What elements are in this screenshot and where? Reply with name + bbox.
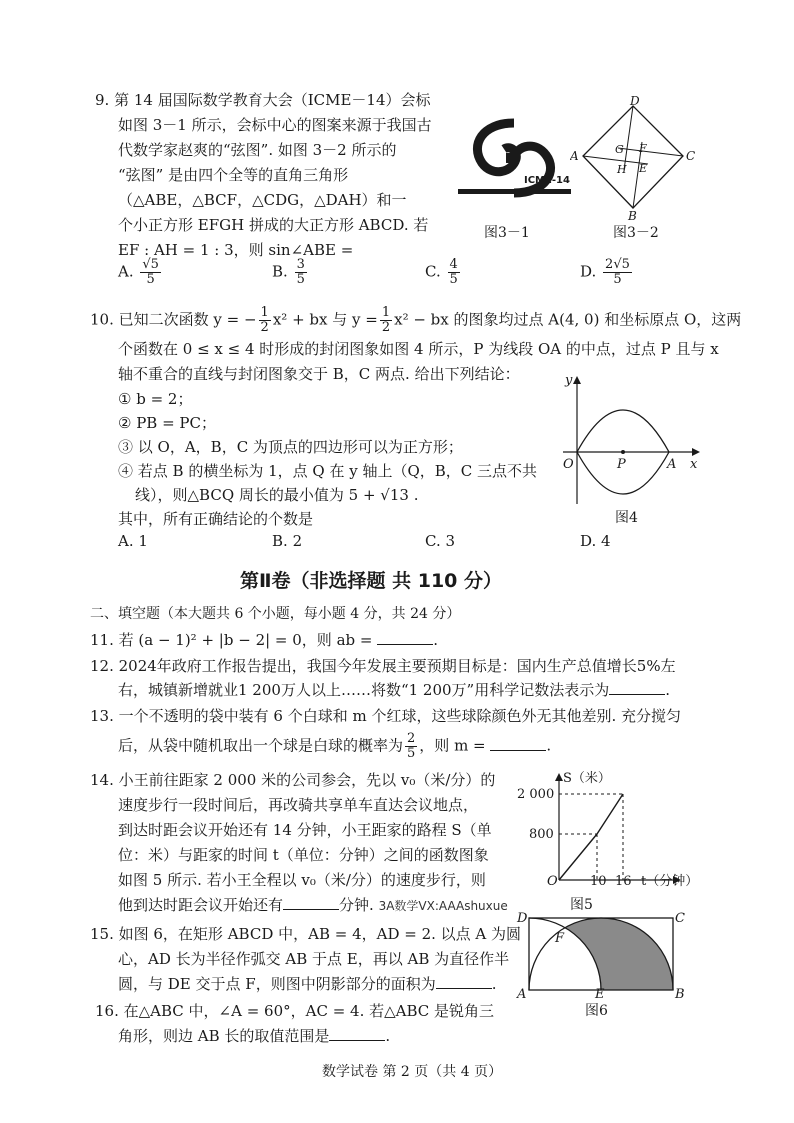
part2-title: 第Ⅱ卷（非选择题 共 110 分） [240,570,503,592]
q9-line: EF : AH = 1 : 3，则 sin∠ABE = [118,241,354,259]
q10-conclusion: ① b = 2； [118,390,193,408]
tick-800: 800 [529,827,554,842]
tick-16: 16 [615,874,632,888]
origin-label: O [547,874,558,888]
watermark: 3A数学VX:AAAshuxue [378,899,508,913]
t-axis-label: t（分钟） [641,874,699,888]
s-axis-label: S（米） [563,771,611,786]
q9-option-c: C. $\frac{4}{5}$ [425,257,458,287]
q12-line2: 右，城镇新增就业1 200万人以上……将数“1 200万”用科学记数法表示为 . [118,681,671,699]
rectangle-arc-figure [515,908,695,1000]
q9-option-d: D. $\frac{2√5}{5}$ [580,257,630,287]
label-D: D [630,96,640,108]
q13-line1: 13. 一个不透明的袋中装有 6 个白球和 m 个红球，这些球除颜色外无其他差别. 充分搅匀 [90,707,682,725]
parabola-figure [555,372,705,512]
q14-line: 位：米）与距家的时间 t（单位：分钟）之间的函数图象 [118,846,489,864]
q14-line: 如图 5 所示. 若小王全程以 v₀（米/分）的速度步行，则 [118,871,486,889]
logo-text: ICME-14 [524,175,570,186]
q10-line2: 个函数在 0 ≤ x ≤ 4 时形成的封闭图象如图 4 所示，P 为线段 OA 的中点，过点 P 且与 x [118,340,719,358]
answer-blank[interactable] [436,974,492,989]
q10-question: 其中，所有正确结论的个数是 [118,510,314,528]
q10-line1: 10. 已知二次函数 y = − $\frac{1}{2}$ x² + bx 与 y = $\frac{1}{2}$ x² − bx 的图象均过点 A(4, 0) 和坐标原点 O，这两 [90,305,742,335]
label-F: F [555,931,565,946]
label-B: B [628,209,637,223]
answer-blank[interactable] [283,895,339,910]
label-E: E [639,162,648,175]
label-C: C [675,911,685,926]
tick-2000: 2 000 [517,787,555,802]
fill-in-section-header: 二、填空题（本大题共 6 个小题，每小题 4 分，共 24 分） [90,606,461,622]
zhao-shuang-figure [570,96,700,226]
x-axis-label: x [690,457,698,472]
q12-line1: 12. 2024年政府工作报告提出，我国今年发展主要预期目标是：国内生产总值增长5%左 [90,657,676,675]
answer-blank[interactable] [329,1026,385,1041]
q9-line: “弦图” 是由四个全等的直角三角形 [118,166,349,184]
point-p-label: P [617,457,626,472]
y-axis-label: y [565,373,573,388]
question-11: 11. 若 (a − 1)² + |b − 2| = 0，则 ab = . [90,631,439,649]
q16-line1: 16. 在△ABC 中，∠A = 60°，AC = 4. 若△ABC 是锐角三 [95,1002,495,1020]
q15-line: 心，AD 长为半径作弧交 AB 于点 E，再以 AB 为直径作半 [118,950,510,968]
label-D: D [517,911,528,926]
q10-conclusion: ③ 以 O，A，B，C 为顶点的四边形可以为正方形； [118,438,463,456]
q14-line-last: 他到达时距会议开始还有 分钟. 3A数学VX:AAAshuxue [118,896,508,914]
q9-line: 如图 3－1 所示，会标中心的图案来源于我国古 [118,116,432,134]
q15-line-last: 圆，与 DE 交于点 F，则图中阴影部分的面积为 . [118,975,497,993]
page-footer: 数学试卷 第 2 页（共 4 页） [322,1064,503,1080]
distance-time-graph [515,768,715,888]
q10-option-a: A. 1 [118,532,148,550]
q9-line: 个小正方形 EFGH 拼成的大正方形 ABCD. 若 [118,216,429,234]
label-G: G [615,143,624,156]
label-F: F [639,142,647,155]
label-A: A [570,149,579,163]
q10-option-c: C. 3 [425,532,456,550]
q10-conclusion: ④ 若点 B 的横坐标为 1，点 Q 在 y 轴上（Q，B，C 三点不共 [118,462,538,480]
label-A: A [517,987,527,1000]
label-B: B [675,987,685,1000]
q9-option-b: B. $\frac{3}{5}$ [272,257,305,287]
q16-line2: 角形，则边 AB 长的取值范围是 . [118,1027,391,1045]
label-H: H [617,163,627,176]
q9-line: 9. 第 14 届国际数学教育大会（ICME－14）会标 [95,91,431,109]
figure-6-caption: 图6 [585,1003,608,1019]
figure-4-caption: 图4 [615,510,638,526]
q10-conclusion: 线），则△BCQ 周长的最小值为 5 + √13 . [135,486,419,504]
answer-blank[interactable] [490,736,546,751]
figure-3-1-caption: 图3－1 [484,225,530,241]
q14-line: 速度步行一段时间后，再改骑共享单车直达会议地点， [118,796,479,814]
answer-blank[interactable] [377,630,433,645]
icme-logo-figure [452,115,577,205]
figure-3-2-caption: 图3－2 [613,225,659,241]
q9-line: 代数学家赵爽的“弦图”. 如图 3－2 所示的 [118,141,397,159]
q10-option-d: D. 4 [580,532,611,550]
q10-conclusion: ② PB = PC； [118,414,217,432]
tick-10: 10 [590,874,607,888]
q9-option-a: A. $\frac{√5}{5}$ [118,257,159,287]
label-E: E [595,987,605,1000]
label-C: C [686,149,696,163]
figure-5-caption: 图5 [570,897,593,913]
point-a-label: A [667,457,677,472]
q13-line2: 后，从袋中随机取出一个球是白球的概率为 $\frac{2}{5}$ ，则 m = . [118,731,552,761]
q14-line: 到达时距会议开始还有 14 分钟，小王距家的路程 S（单 [118,821,492,839]
q9-line: （△ABE，△BCF，△CDG，△DAH）和一 [118,191,407,209]
q10-option-b: B. 2 [272,532,303,550]
q15-line: 15. 如图 6，在矩形 ABCD 中，AB = 4，AD = 2. 以点 A 为圆 [90,925,522,943]
origin-label: O [563,457,574,472]
q14-line: 14. 小王前往距家 2 000 米的公司参会，先以 v₀（米/分）的 [90,771,496,789]
answer-blank[interactable] [609,680,665,695]
q10-line3: 轴不重合的直线与封闭图象交于 B，C 两点. 给出下列结论： [118,365,520,383]
